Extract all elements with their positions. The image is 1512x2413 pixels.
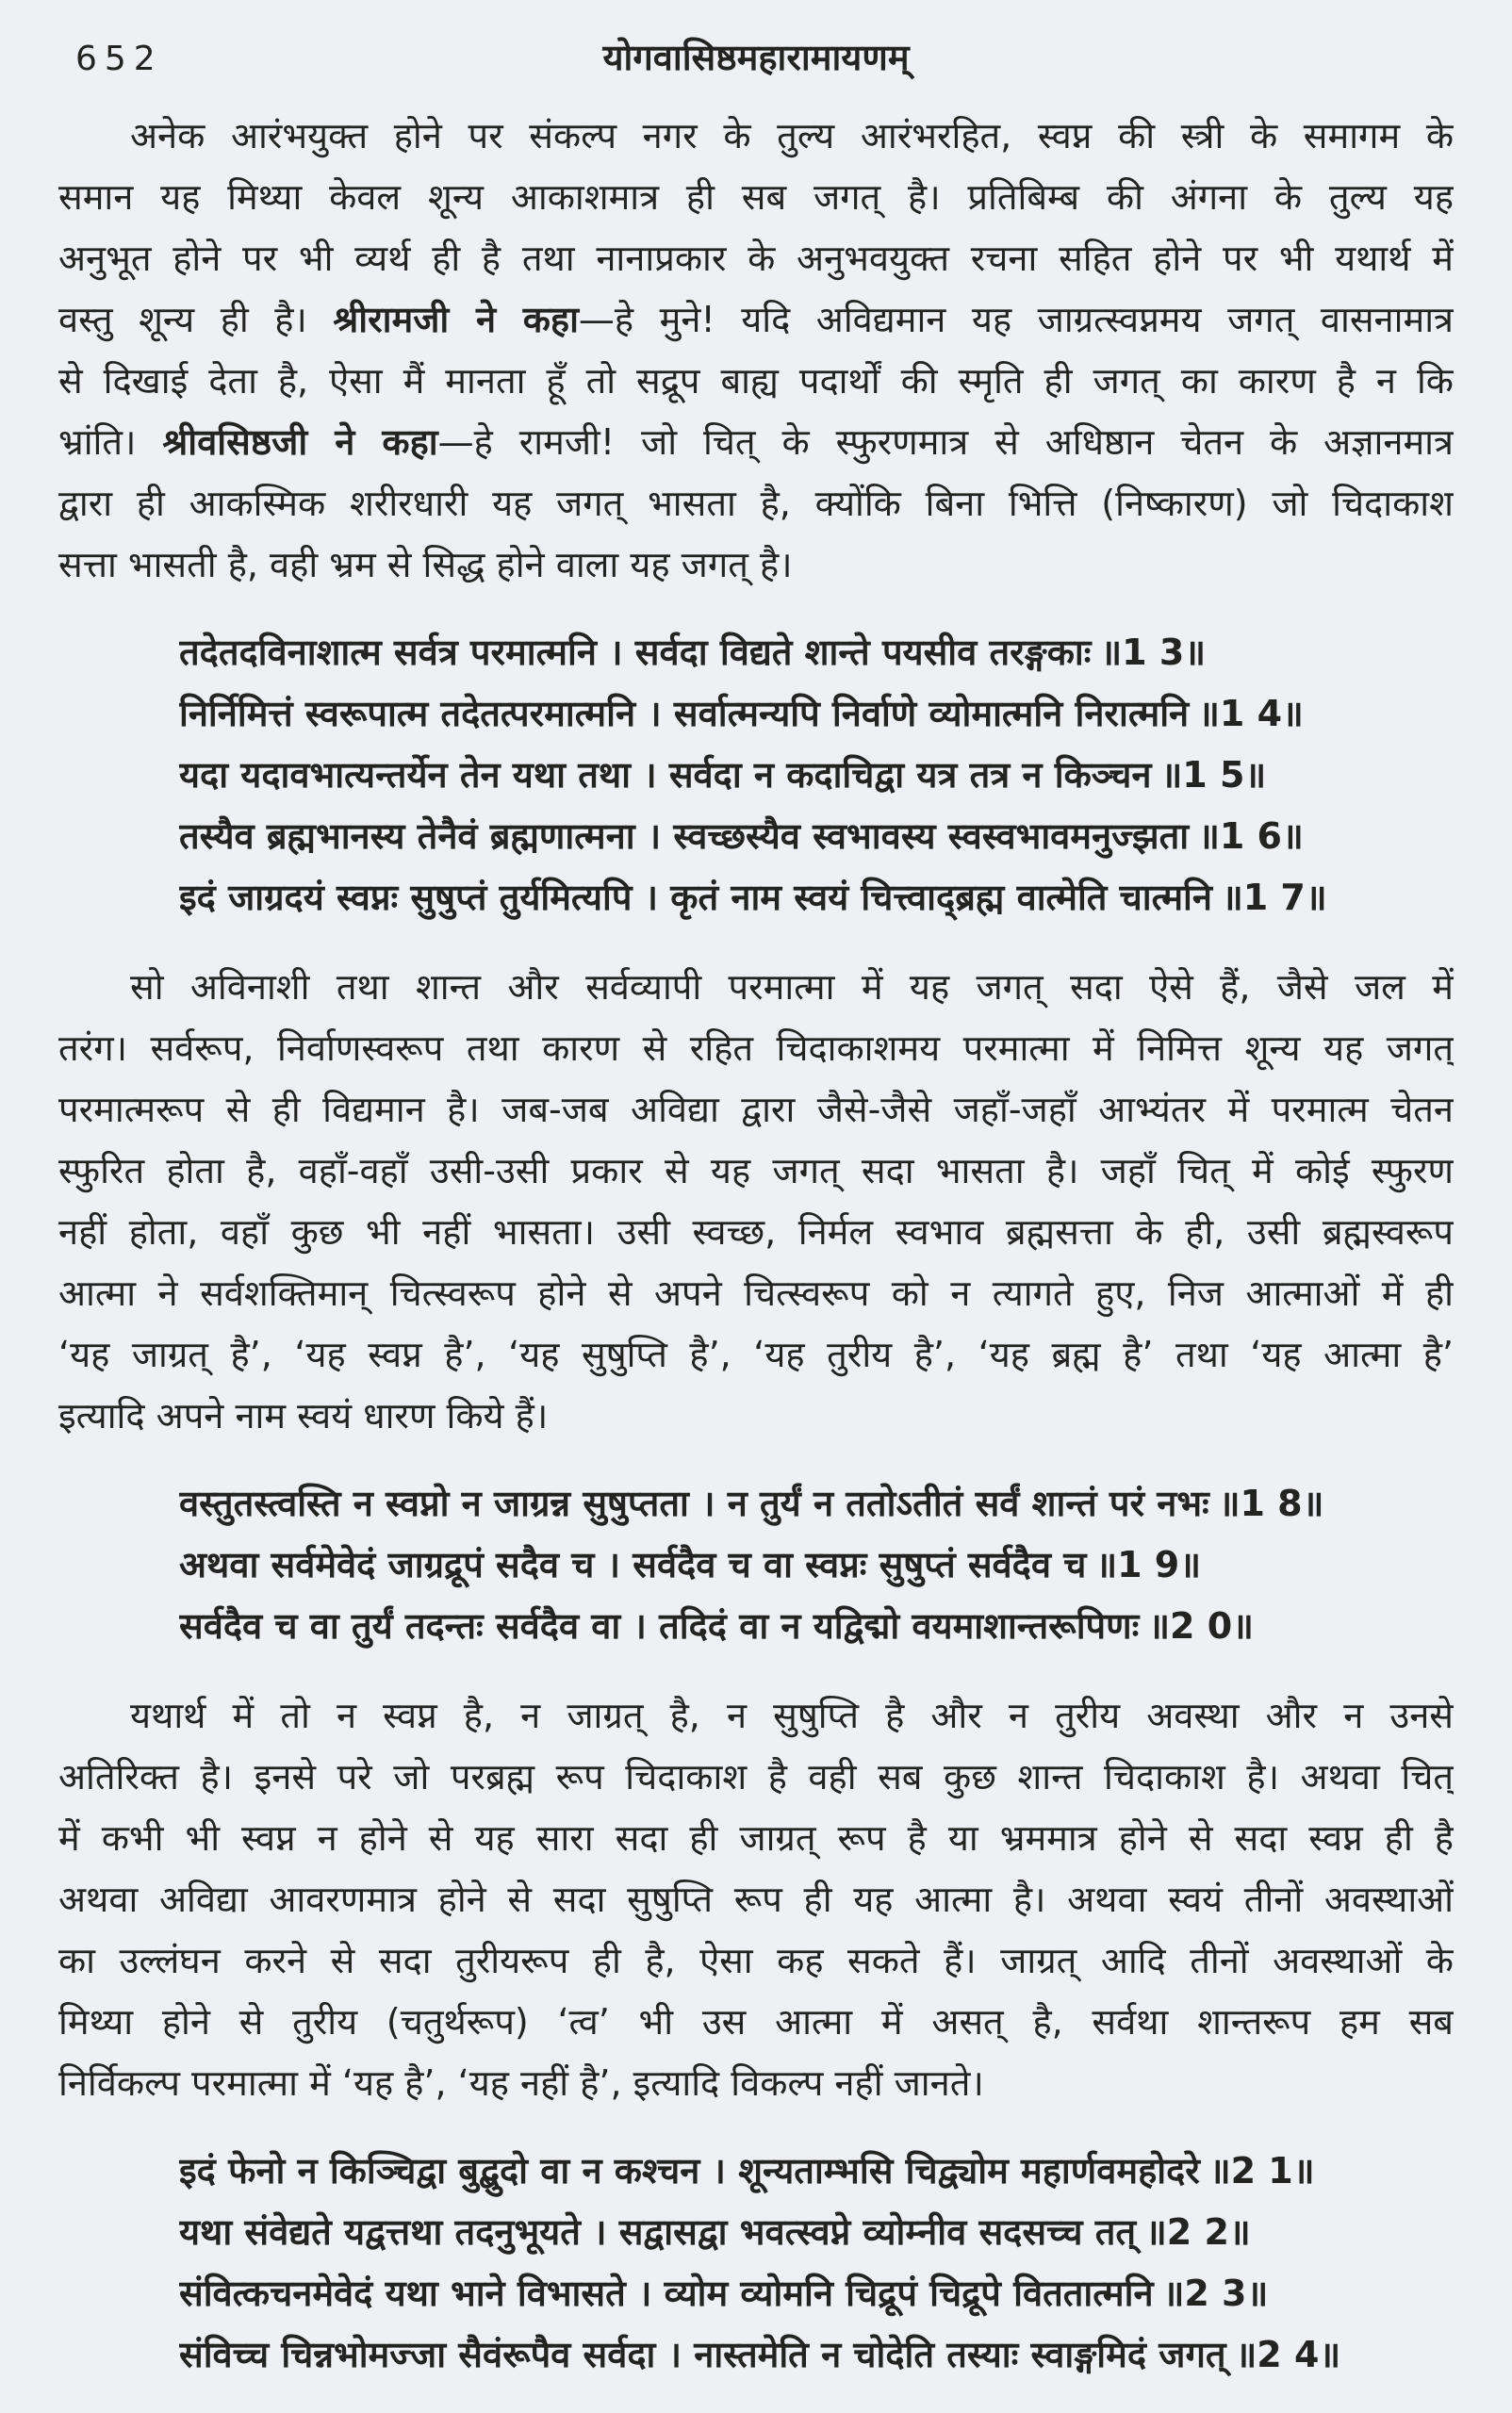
text-run: यथार्थ में तो न स्वप्न है, न जाग्रत् है, न सुषुप्ति है और न तुरीय अवस्था और न उनसे <box>130 1695 1454 1736</box>
text-line <box>58 351 1454 412</box>
verse-group <box>58 2141 1454 2386</box>
text-run: द्वारा ही आकस्मिक शरीरधारी यह जगत् भासता है, क्योंकि बिना भित्ति (निष्कारण) जो चिदाकाश <box>58 483 1454 524</box>
text-line <box>58 957 1454 1018</box>
text-run: मिथ्या होने से तुरीय (चतुर्थरूप) ‘त्व’ भी उस आत्मा में असत् है, सर्वथा शान्तरूप हम सब <box>58 2001 1454 2043</box>
text-run: —हे रामजी! जो चित् के स्फुरणमात्र से अधिष्ठान चेतन के अज्ञानमात्र <box>437 421 1454 463</box>
text-line <box>58 1202 1454 1263</box>
paragraph <box>58 1685 1454 2114</box>
verse-group <box>58 622 1454 928</box>
text-run: नहीं होता, वहाँ कुछ भी नहीं भासता। उसी स्वच्छ, निर्मल स्वभाव ब्रह्मसत्ता के ही, उसी ब्रह्मस्वरूप <box>58 1211 1454 1253</box>
verse-number: ॥1 9॥ <box>1095 1544 1201 1585</box>
verse-line <box>179 2202 1454 2263</box>
page-title: योगवासिष्ठमहारामायणम् <box>602 37 910 78</box>
text-run: स्फुरित होता है, वहाँ-वहाँ उसी-उसी प्रकार से यह जगत् सदा भासता है। जहाँ चित् में कोई स्फुरण <box>58 1150 1454 1191</box>
verse-number: ॥1 3॥ <box>1100 632 1207 673</box>
text-line <box>58 1747 1454 1808</box>
text-line <box>58 1930 1454 1992</box>
text-line <box>58 1141 1454 1202</box>
verse-number: ॥2 4॥ <box>1235 2334 1341 2375</box>
text-line <box>58 1992 1454 2053</box>
text-run: से दिखाई देता है, ऐसा मैं मानता हूँ तो सद्रूप बाह्य पदार्थों की स्मृति ही जगत् का कारण है न कि <box>58 360 1454 402</box>
verse-line <box>179 683 1454 745</box>
verse-text: इदं जाग्रदयं स्वप्नः सुषुप्तं तुर्यमित्यपि । कृतं नाम स्वयं चित्त्वाद्ब्रह्म वात्मेति चात्मनि <box>179 877 1212 918</box>
verse-text: यदा यदावभात्यन्तर्येन तेन यथा तथा । सर्वदा न कदाचिद्वा यत्र तत्र न किञ्चन <box>179 754 1152 796</box>
verse-number: ॥2 0॥ <box>1148 1605 1254 1647</box>
text-run: समान यह मिथ्या केवल शून्य आकाशमात्र ही सब जगत् है। प्रतिबिम्ब की अंगना के तुल्य यह <box>58 176 1454 218</box>
verse-group <box>58 1473 1454 1657</box>
speaker-name: श्रीवसिष्ठजी ने कहा <box>162 421 438 463</box>
text-run: सत्ता भासती है, वही भ्रम से सिद्ध होने वाला यह जगत् है। <box>58 544 793 585</box>
verse-line <box>179 1596 1454 1657</box>
text-line <box>58 289 1454 351</box>
verse-line <box>179 2263 1454 2324</box>
verse-line <box>179 1473 1454 1535</box>
paragraph <box>58 957 1454 1447</box>
text-line <box>58 167 1454 228</box>
verse-text: यथा संवेद्यते यद्वत्तथा तदनुभूयते । सद्वासद्वा भवत्स्वप्ने व्योम्नीव सदसच्च तत् <box>179 2211 1137 2253</box>
verse-number: ॥2 2॥ <box>1145 2211 1251 2253</box>
text-run: वस्तु शून्य ही है। <box>58 299 334 340</box>
text-line <box>58 473 1454 534</box>
speaker-name: श्रीरामजी ने कहा <box>333 299 579 340</box>
verse-text: निर्निमित्तं स्वरूपात्म तदेतत्परमात्मनि । सर्वात्मन्यपि निर्वाणे व्योमात्मनि निरात्मनि <box>179 693 1190 734</box>
verse-number: ॥1 7॥ <box>1221 877 1327 918</box>
text-line <box>58 1263 1454 1324</box>
text-line <box>58 1869 1454 1930</box>
text-line <box>58 1685 1454 1747</box>
text-line <box>58 228 1454 289</box>
verse-number: ॥1 6॥ <box>1198 815 1304 857</box>
verse-line <box>179 2324 1454 2386</box>
page-body <box>58 106 1454 2386</box>
verse-number: ॥2 3॥ <box>1162 2273 1269 2314</box>
page-number: 652 <box>75 40 163 78</box>
verse-text: संविच्च चिन्नभोमज्जा सैवंरूपैव सर्वदा । नास्तमेति न चोदेति तस्याः स्वाङ्गमिदं जगत् <box>179 2334 1226 2375</box>
page-header <box>58 32 1454 81</box>
verse-number: ॥1 5॥ <box>1160 754 1267 796</box>
text-run: अनेक आरंभयुक्त होने पर संकल्प नगर के तुल्य आरंभरहित, स्वप्न की स्त्री के समागम के <box>130 115 1454 156</box>
text-run: अथवा अविद्या आवरणमात्र होने से सदा सुषुप्ति रूप ही यह आत्मा है। अथवा स्वयं तीनों अवस्थाओं <box>58 1879 1454 1920</box>
text-run: आत्मा ने सर्वशक्तिमान् चित्स्वरूप होने से अपने चित्स्वरूप को न त्यागते हुए, निज आत्माओं में ही <box>58 1272 1454 1314</box>
verse-text: सर्वदैव च वा तुर्यं तदन्तः सर्वदैव वा । तदिदं वा न यद्विद्मो वयमाशान्तरूपिणः <box>179 1605 1140 1647</box>
verse-text: वस्तुतस्त्वस्ति न स्वप्नो न जाग्रन्न सुषुप्तता । न तुर्यं न ततोऽतीतं सर्वं शान्तं परं नभः <box>179 1483 1209 1524</box>
text-line <box>58 1808 1454 1869</box>
verse-line <box>179 1535 1454 1596</box>
text-run: अनुभूत होने पर भी व्यर्थ ही है तथा नानाप्रकार के अनुभवयुक्त रचना सहित होने पर भी यथार्थ में <box>58 238 1454 279</box>
verse-line <box>179 745 1454 806</box>
text-line <box>58 1386 1454 1447</box>
text-line <box>58 412 1454 473</box>
text-run: ‘यह जाग्रत् है’, ‘यह स्वप्न है’, ‘यह सुषुप्ति है’, ‘यह तुरीय है’, ‘यह ब्रह्म है’ तथा ‘यह आत्मा है’ <box>58 1334 1454 1375</box>
text-run: का उल्लंघन करने से सदा तुरीयरूप ही है, ऐसा कह सकते हैं। जाग्रत् आदि तीनों अवस्थाओं के <box>58 1940 1454 1981</box>
text-run: निर्विकल्प परमात्मा में ‘यह है’, ‘यह नहीं है’, इत्यादि विकल्प नहीं जानते। <box>58 2062 984 2104</box>
text-line <box>58 534 1454 596</box>
verse-line <box>179 867 1454 928</box>
verse-text: तस्यैव ब्रह्मभानस्य तेनैवं ब्रह्मणात्मना । स्वच्छस्यैव स्वभावस्य स्वस्वभावमनुज्झता <box>179 815 1190 857</box>
verse-number: ॥1 4॥ <box>1198 693 1304 734</box>
text-run: अतिरिक्त है। इनसे परे जो परब्रह्म रूप चिदाकाश है वही सब कुछ शान्त चिदाकाश है। अथवा चित् <box>58 1756 1454 1797</box>
verse-text: तदेतदविनाशात्म सर्वत्र परमात्मनि । सर्वदा विद्यते शान्ते पयसीव तरङ्गकाः <box>179 632 1092 673</box>
text-run: इत्यादि अपने नाम स्वयं धारण किये हैं। <box>58 1395 549 1436</box>
paragraph <box>58 106 1454 596</box>
text-line <box>58 2053 1454 2114</box>
verse-number: ॥1 8॥ <box>1218 1483 1324 1524</box>
verse-number: ॥2 1॥ <box>1208 2150 1315 2191</box>
text-run: सो अविनाशी तथा शान्त और सर्वव्यापी परमात्मा में यह जगत् सदा ऐसे हैं, जैसे जल में <box>130 966 1454 1008</box>
text-line <box>58 1018 1454 1079</box>
text-line <box>58 1324 1454 1386</box>
text-line <box>58 1079 1454 1141</box>
text-run: —हे मुने! यदि अविद्यमान यह जाग्रत्स्वप्नमय जगत् वासनामात्र <box>578 299 1454 340</box>
verse-text: इदं फेनो न किञ्चिद्वा बुद्बुदो वा न कश्चन । शून्यताम्भसि चिद्व्योम महार्णवमहोदरे <box>179 2150 1200 2191</box>
verse-line <box>179 2141 1454 2202</box>
verse-line <box>179 806 1454 867</box>
verse-text: संवित्कचनमेवेदं यथा भाने विभासते । व्योम व्योमनि चिद्रूपं चिद्रूपे विततात्मनि <box>179 2273 1154 2314</box>
text-run: परमात्मरूप से ही विद्यमान है। जब-जब अविद्या द्वारा जैसे-जैसे जहाँ-जहाँ आभ्यंतर में परमात्म चेतन <box>58 1089 1454 1130</box>
verse-text: अथवा सर्वमेवेदं जाग्रद्रूपं सदैव च । सर्वदैव च वा स्वप्नः सुषुप्तं सर्वदैव च <box>179 1544 1087 1585</box>
verse-line <box>179 622 1454 683</box>
text-line <box>58 106 1454 167</box>
text-run: भ्रांति। <box>58 421 163 463</box>
text-run: तरंग। सर्वरूप, निर्वाणस्वरूप तथा कारण से रहित चिदाकाशमय परमात्मा में निमित्त शून्य यह जगत् <box>58 1027 1454 1069</box>
text-run: में कभी भी स्वप्न न होने से यह सारा सदा ही जाग्रत् रूप है या भ्रममात्र होने से सदा स्वप्न ही है <box>58 1817 1454 1859</box>
